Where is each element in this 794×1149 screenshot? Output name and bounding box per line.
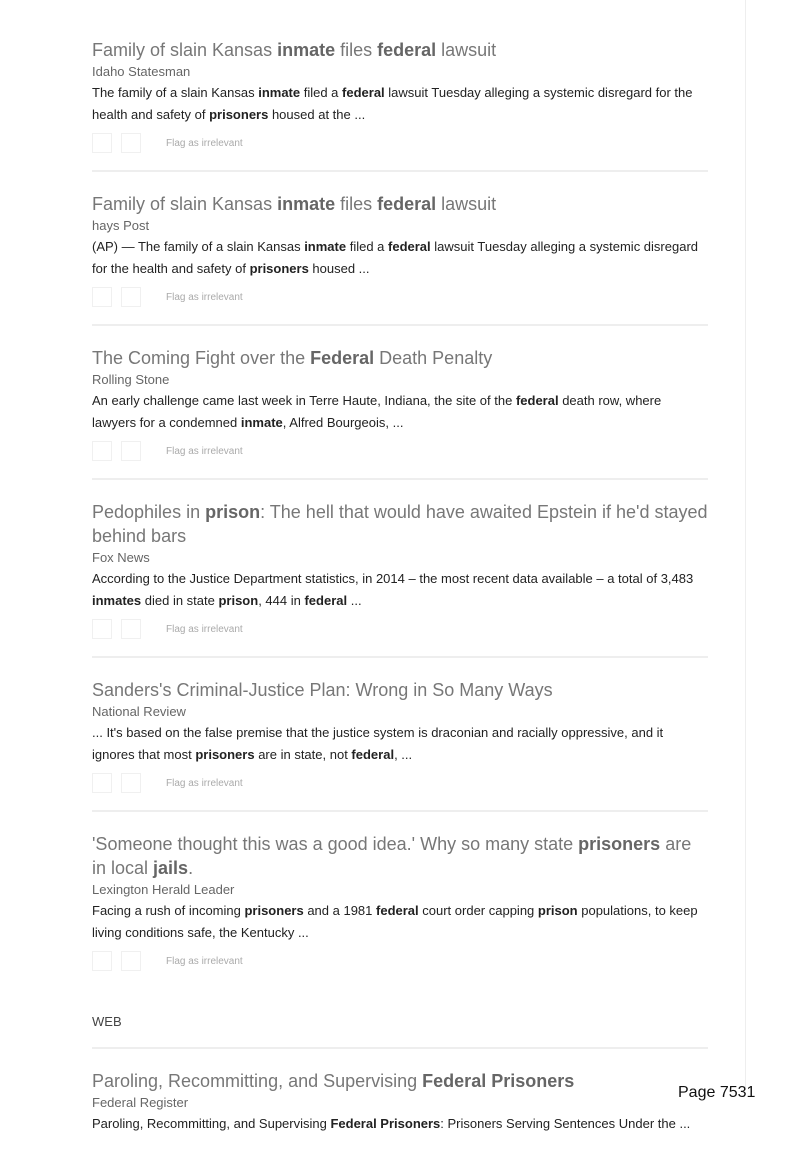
text-segment: are in state, not: [254, 747, 352, 762]
highlight-term: prison: [205, 502, 261, 522]
text-segment: .: [188, 858, 194, 878]
highlight-term: inmate: [277, 40, 336, 60]
text-segment: lawsuit Tuesday alleging a systemic disregard for the health and safety of: [92, 85, 693, 122]
text-segment: died in state: [141, 593, 219, 608]
results-list: [92, 18, 708, 1131]
highlight-term: inmate: [240, 415, 283, 430]
text-segment: Family of slain Kansas: [92, 40, 278, 60]
section-label-web: WEB: [92, 988, 708, 1049]
result-snippet: [92, 568, 708, 612]
text-segment: According to the Justice Department statistics, in 2014 – the most recent data available – a total of 3,483: [92, 571, 694, 586]
news-result: [92, 18, 708, 172]
result-snippet: [92, 722, 708, 766]
text-segment: , Alfred Bourgeois, ...: [282, 415, 404, 430]
highlight-term: federal: [342, 85, 385, 100]
thumbs-down-checkbox[interactable]: [121, 287, 141, 307]
text-segment: An early challenge came last week in Terre Haute, Indiana, the site of the: [92, 393, 516, 408]
highlight-term: federal: [376, 903, 419, 918]
result-source: Rolling Stone: [92, 372, 170, 387]
highlight-term: jails: [153, 858, 189, 878]
text-segment: Death Penalty: [374, 348, 493, 368]
thumbs-up-checkbox[interactable]: [92, 133, 112, 153]
right-divider: [745, 0, 746, 1090]
text-segment: files: [335, 194, 378, 214]
text-segment: The Coming Fight over the: [92, 348, 311, 368]
result-source: Idaho Statesman: [92, 64, 191, 79]
text-segment: : The hell that would have awaited Epstein if he'd stayed behind bars: [92, 502, 708, 546]
highlight-term: federal: [304, 593, 348, 608]
text-segment: The family of a slain Kansas: [92, 85, 259, 100]
thumbs-down-checkbox[interactable]: [121, 773, 141, 793]
highlight-term: federal: [351, 747, 395, 762]
text-segment: and a 1981: [303, 903, 377, 918]
result-title-link[interactable]: [92, 500, 708, 548]
flag-irrelevant-link[interactable]: Flag as irrelevant: [166, 291, 243, 303]
highlight-term: prisoners: [244, 903, 304, 918]
highlight-term: inmate: [304, 239, 347, 254]
text-segment: Family of slain Kansas: [92, 194, 278, 214]
text-segment: , 444 in: [258, 593, 305, 608]
result-source: Fox News: [92, 550, 150, 565]
feedback-row: [92, 616, 708, 642]
text-segment: lawsuit: [436, 40, 497, 60]
text-segment: (AP) — The family of a slain Kansas: [92, 239, 305, 254]
text-segment: Paroling, Recommitting, and Supervising: [92, 1116, 331, 1131]
feedback-row: [92, 284, 708, 310]
flag-irrelevant-link[interactable]: Flag as irrelevant: [166, 445, 243, 457]
result-source: National Review: [92, 704, 186, 719]
result-snippet: [92, 390, 708, 434]
feedback-row: [92, 948, 708, 974]
thumbs-up-checkbox[interactable]: [92, 773, 112, 793]
news-result: [92, 480, 708, 658]
page-number: Page 7531: [678, 1084, 756, 1101]
feedback-row: [92, 130, 708, 156]
text-segment: , ...: [394, 747, 413, 762]
text-segment: Pedophiles in: [92, 502, 206, 522]
result-title-link[interactable]: [92, 832, 708, 880]
highlight-term: prison: [218, 593, 259, 608]
text-segment: filed a: [346, 239, 389, 254]
result-title-link[interactable]: [92, 678, 708, 702]
flag-irrelevant-link[interactable]: Flag as irrelevant: [166, 137, 243, 149]
flag-irrelevant-link[interactable]: Flag as irrelevant: [166, 777, 243, 789]
text-segment: 'Someone thought this was a good idea.' Why so many state: [92, 834, 579, 854]
text-segment: ...: [347, 593, 362, 608]
thumbs-up-checkbox[interactable]: [92, 441, 112, 461]
text-segment: lawsuit Tuesday alleging a systemic disregard for the health and safety of: [92, 239, 699, 276]
text-segment: files: [335, 40, 378, 60]
text-segment: Facing a rush of incoming: [92, 903, 245, 918]
text-segment: lawsuit: [436, 194, 497, 214]
thumbs-down-checkbox[interactable]: [121, 441, 141, 461]
highlight-term: federal: [377, 194, 437, 214]
result-source: Lexington Herald Leader: [92, 882, 235, 897]
result-title-link[interactable]: [92, 38, 708, 62]
highlight-term: Federal Prisoners: [422, 1071, 575, 1091]
result-title-link[interactable]: [92, 1069, 708, 1093]
text-segment: : Prisoners Serving Sentences Under the ...: [440, 1116, 691, 1131]
highlight-term: prisoners: [209, 107, 269, 122]
feedback-row: [92, 770, 708, 796]
thumbs-up-checkbox[interactable]: [92, 951, 112, 971]
text-segment: ... It's based on the false premise that the justice system is draconian and racially oppressive, and it ignores that most: [92, 725, 664, 762]
thumbs-up-checkbox[interactable]: [92, 619, 112, 639]
text-segment: are in local: [92, 834, 692, 878]
result-snippet: [92, 236, 708, 280]
thumbs-up-checkbox[interactable]: [92, 287, 112, 307]
text-segment: Paroling, Recommitting, and Supervising: [92, 1071, 423, 1091]
text-segment: Sanders's Criminal-Justice Plan: Wrong in So Many Ways: [92, 680, 553, 700]
highlight-term: prisoners: [195, 747, 255, 762]
highlight-term: federal: [515, 393, 559, 408]
flag-irrelevant-link[interactable]: Flag as irrelevant: [166, 623, 243, 635]
result-title-link[interactable]: [92, 346, 708, 370]
news-result: [92, 658, 708, 812]
text-segment: filed a: [300, 85, 343, 100]
text-segment: housed ...: [308, 261, 370, 276]
text-segment: housed at the ...: [268, 107, 366, 122]
result-source: Federal Register: [92, 1095, 189, 1110]
result-source: hays Post: [92, 218, 150, 233]
highlight-term: federal: [388, 239, 431, 254]
thumbs-down-checkbox[interactable]: [121, 951, 141, 971]
result-snippet: [92, 900, 708, 944]
text-segment: death row, where lawyers for a condemned: [92, 393, 662, 430]
result-title-link[interactable]: [92, 192, 708, 216]
highlight-term: inmates: [92, 593, 142, 608]
feedback-row: [92, 438, 708, 464]
highlight-term: inmate: [277, 194, 336, 214]
news-result: [92, 812, 708, 988]
highlight-term: federal: [377, 40, 437, 60]
highlight-term: inmate: [258, 85, 301, 100]
text-segment: populations, to keep living conditions safe, the Kentucky ...: [92, 903, 698, 940]
result-snippet: [92, 1113, 708, 1135]
highlight-term: prisoners: [578, 834, 661, 854]
highlight-term: Federal Prisoners: [330, 1116, 441, 1131]
highlight-term: Federal: [310, 348, 375, 368]
result-snippet: [92, 82, 708, 126]
text-segment: court order capping: [418, 903, 538, 918]
highlight-term: prisoners: [249, 261, 309, 276]
flag-irrelevant-link[interactable]: Flag as irrelevant: [166, 955, 243, 967]
news-result: [92, 1049, 708, 1149]
thumbs-down-checkbox[interactable]: [121, 133, 141, 153]
news-result: [92, 326, 708, 480]
highlight-term: prison: [537, 903, 578, 918]
news-result: [92, 172, 708, 326]
thumbs-down-checkbox[interactable]: [121, 619, 141, 639]
